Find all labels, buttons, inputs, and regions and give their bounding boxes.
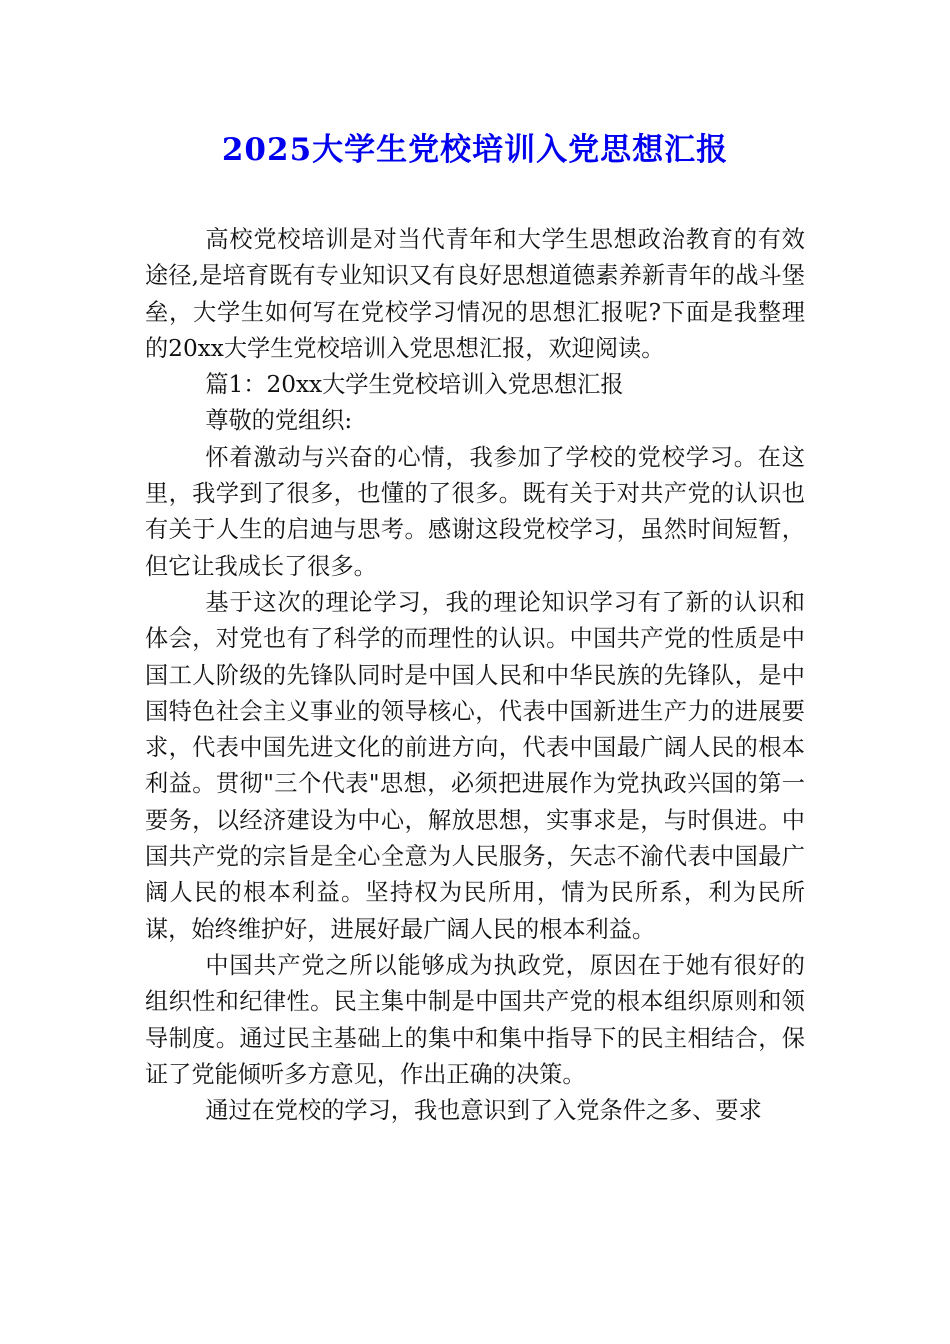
paragraph-section-heading: 篇1：20xx大学生党校培训入党思想汇报 — [205, 371, 624, 399]
paragraph-body-4: 通过在党校的学习，我也意识到了入党条件之多、要求 — [205, 1097, 762, 1125]
paragraph-salutation: 尊敬的党组织: — [205, 407, 353, 435]
paragraph-body-3: 中国共产党之所以能够成为执政党，原因在于她有很好的组织性和纪律性。民主集中制是中国共产党的根本组织原则和领导制度。通过民主基础上的集中和集中指导下的民主相结合，保证了党能倾听多方意见，作出正确的决策。 — [145, 951, 805, 1088]
paragraph-body-2: 基于这次的理论学习，我的理论知识学习有了新的认识和体会，对党也有了科学的而理性的认识。中国共产党的性质是中国工人阶级的先锋队同时是中国人民和中华民族的先锋队，是中国特色社会主义事业的领导核心，代表中国新进生产力的进展要求，代表中国先进文化的前进方向，代表中国最广阔人民的根本利益。贯彻"三个代表"思想，必须把进展作为党执政兴国的第一要务，以经济建设为中心，解放思想，实事求是，与时俱进。中国共产党的宗旨是全心全意为人民服务，矢志不渝代表中国最广阔人民的根本利益。坚持权为民所用，情为民所系，利为民所谋，始终维护好，进展好最广阔人民的根本利益。 — [145, 588, 805, 943]
paragraph-intro: 高校党校培训是对当代青年和大学生思想政治教育的有效途径,是培育既有专业知识又有良好思想道德素养新青年的战斗堡垒，大学生如何写在党校学习情况的思想汇报呢?下面是我整理的20xx大学生党校培训入党思想汇报，欢迎阅读。 — [145, 226, 805, 362]
document-body — [145, 222, 805, 1129]
document-title: 2025大学生党校培训入党思想汇报 — [221, 132, 729, 168]
paragraph-body-1: 怀着激动与兴奋的心情，我参加了学校的党校学习。在这里，我学到了很多，也懂的了很多。既有关于对共产党的认识也有关于人生的启迪与思考。感谢这段党校学习，虽然时间短暂，但它让我成长了很多。 — [145, 443, 805, 580]
